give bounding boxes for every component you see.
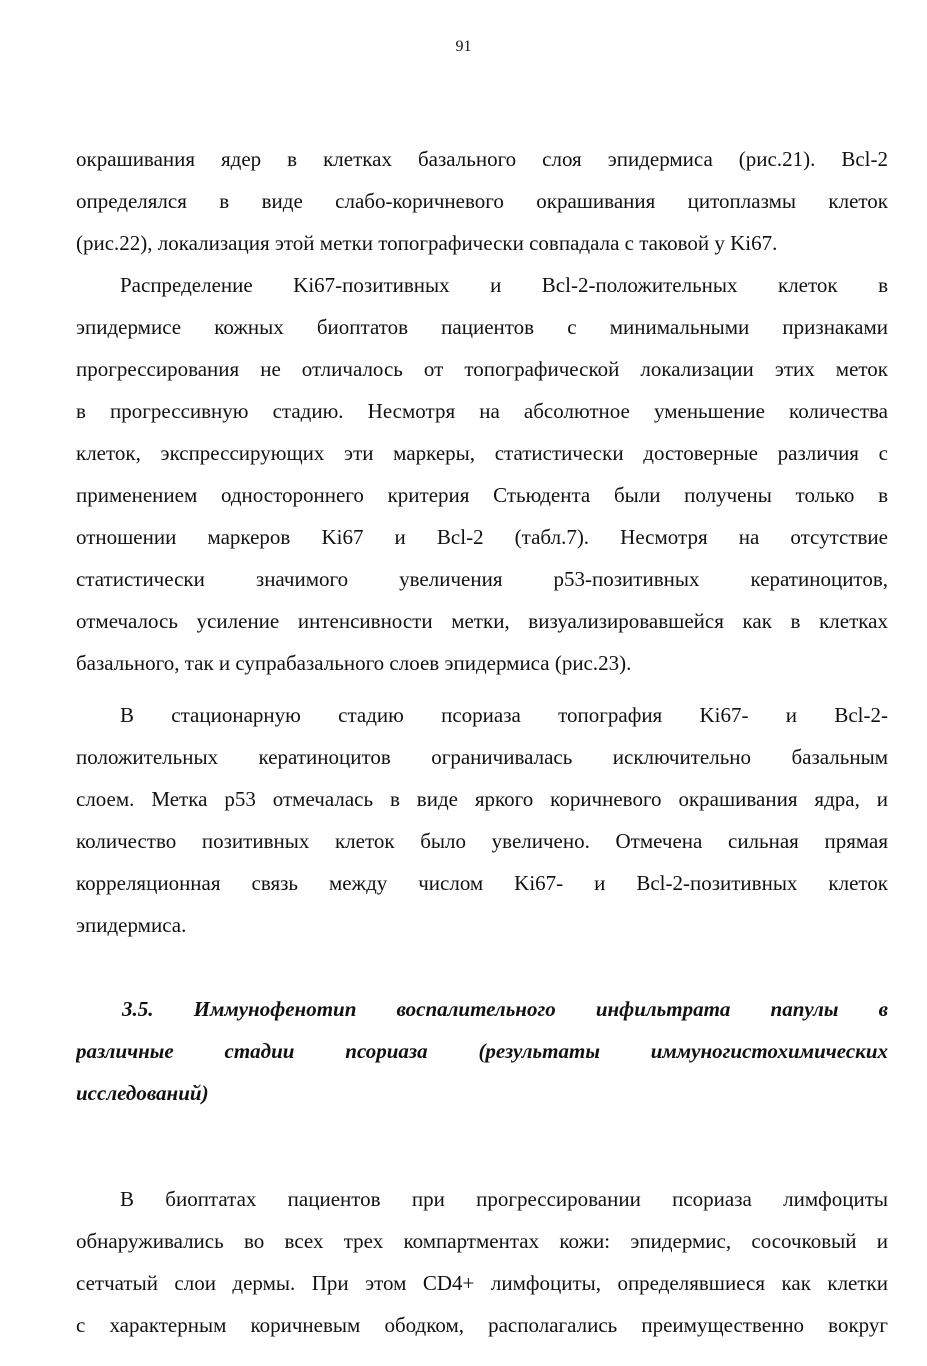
heading-line: исследований)	[76, 1081, 209, 1105]
text-line: В биоптатах пациентов при прогрессировании псориаза лимфоциты	[120, 1187, 888, 1211]
text-line: клеток, экспрессирующих эти маркеры, статистически достоверные различия с	[76, 441, 888, 465]
text-line: В стационарную стадию псориаза топография Ki67- и Bcl-2-	[120, 703, 888, 727]
paragraph-2	[76, 264, 888, 684]
heading-line: различные стадии псориаза (результаты иммуногистохимических	[76, 1039, 888, 1063]
text-line: прогрессирования не отличалось от топографической локализации этих меток	[76, 357, 888, 381]
text-line: (рис.22), локализация этой метки топографически совпадала с таковой у Ki67.	[76, 231, 778, 255]
paragraph-4	[76, 1178, 888, 1346]
text-line: Распределение Ki67-позитивных и Bcl-2-положительных клеток в	[120, 273, 888, 297]
paragraph-3	[76, 694, 888, 946]
text-line: статистически значимого увеличения p53-позитивных кератиноцитов,	[76, 567, 888, 591]
page-number: 91	[455, 38, 472, 55]
text-line: базального, так и супрабазального слоев эпидермиса (рис.23).	[76, 651, 632, 675]
text-line: эпидермиса.	[76, 913, 187, 937]
text-line: сетчатый слои дермы. При этом CD4+ лимфоциты, определявшиеся как клетки	[76, 1271, 888, 1295]
text-line: количество позитивных клеток было увеличено. Отмечена сильная прямая	[76, 829, 888, 853]
text-line: отношении маркеров Ki67 и Bcl-2 (табл.7). Несмотря на отсутствие	[76, 525, 888, 549]
text-line: определялся в виде слабо-коричневого окрашивания цитоплазмы клеток	[76, 189, 888, 213]
section-heading	[76, 988, 888, 1114]
body-text	[76, 138, 888, 1346]
text-line: положительных кератиноцитов ограничивалась исключительно базальным	[76, 745, 888, 769]
text-line: корреляционная связь между числом Ki67- и Bcl-2-позитивных клеток	[76, 871, 888, 895]
text-line: отмечалось усиление интенсивности метки, визуализировавшейся как в клетках	[76, 609, 888, 633]
text-line: окрашивания ядер в клетках базального слоя эпидермиса (рис.21). Bcl-2	[76, 147, 888, 171]
text-line: обнаруживались во всех трех компартментах кожи: эпидермис, сосочковый и	[76, 1229, 888, 1253]
heading-line: 3.5. Иммунофенотип воспалительного инфильтрата папулы в	[122, 997, 888, 1021]
paragraph-1	[76, 138, 888, 264]
text-line: в прогрессивную стадию. Несмотря на абсолютное уменьшение количества	[76, 399, 888, 423]
text-line: эпидермисе кожных биоптатов пациентов с минимальными признаками	[76, 315, 888, 339]
text-line: применением одностороннего критерия Стьюдента были получены только в	[76, 483, 888, 507]
text-line: слоем. Метка p53 отмечалась в виде яркого коричневого окрашивания ядра, и	[76, 787, 888, 811]
text-line: с характерным коричневым ободком, располагались преимущественно вокруг	[76, 1313, 888, 1337]
